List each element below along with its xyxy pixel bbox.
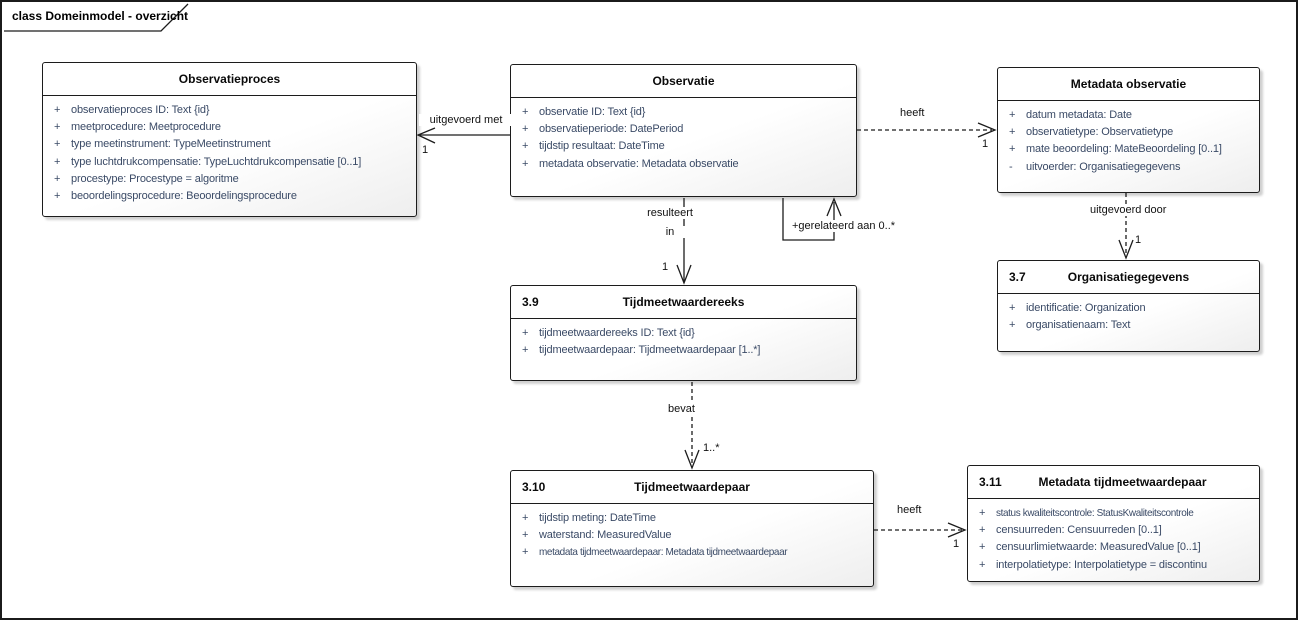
association-uitgevoerd-met	[418, 128, 510, 143]
visibility-marker: +	[522, 343, 529, 356]
attribute-text: procestype: Procestype = algoritme	[71, 172, 239, 185]
multiplicity-resulteert-in: 1	[662, 261, 669, 273]
class-tijdmeetwaardepaar[interactable]	[510, 470, 874, 587]
connector-label-heeft-observatie: heeft	[900, 107, 925, 119]
open-arrowhead-icon	[1119, 240, 1133, 258]
connector-label-resulteert: resulteert	[638, 207, 702, 219]
attribute-row	[54, 170, 412, 187]
visibility-marker: +	[979, 558, 986, 571]
open-arrowhead-icon	[677, 265, 691, 283]
attribute-row	[979, 556, 1255, 573]
dependency-uitgevoerd-door	[1119, 193, 1133, 258]
connector-label-bevat: bevat	[668, 403, 695, 415]
attribute-row	[522, 103, 852, 120]
attribute-list	[511, 319, 856, 359]
class-header	[998, 261, 1259, 294]
visibility-marker: +	[522, 140, 529, 153]
attribute-row	[54, 118, 412, 135]
class-organisatiegegevens[interactable]	[997, 260, 1260, 352]
attribute-row	[522, 138, 852, 155]
visibility-marker: +	[522, 326, 529, 339]
connector-label-heeft-paar: heeft	[897, 504, 922, 516]
class-title: Tijdmeetwaardepaar	[634, 480, 750, 494]
dependency-heeft-observatie	[857, 123, 995, 137]
attribute-text: tijdstip resultaat: DateTime	[539, 140, 665, 153]
class-title: Tijdmeetwaardereeks	[622, 295, 745, 309]
attribute-text: tijdmeetwaardepaar: Tijdmeetwaardepaar [1..*]	[539, 343, 761, 356]
class-number: 3.9	[522, 295, 539, 309]
visibility-marker: +	[54, 103, 61, 116]
attribute-list	[968, 499, 1259, 573]
class-tijdmeetwaardereeks[interactable]	[510, 285, 857, 381]
visibility-marker: +	[979, 506, 986, 519]
connector-label-uitgevoerd-door: uitgevoerd door	[1090, 204, 1167, 216]
attribute-text: waterstand: MeasuredValue	[539, 528, 672, 541]
attribute-row	[1009, 299, 1255, 316]
attribute-text: mate beoordeling: MateBeoordeling [0..1]	[1026, 143, 1222, 156]
class-number: 3.11	[979, 475, 1002, 489]
visibility-marker: +	[522, 157, 529, 170]
visibility-marker: +	[54, 138, 61, 151]
attribute-row	[1009, 106, 1255, 123]
attribute-text: datum metadata: Date	[1026, 108, 1132, 121]
attribute-text: metadata observatie: Metadata observatie	[539, 157, 739, 170]
class-number: 3.7	[1009, 270, 1026, 284]
visibility-marker: +	[1009, 318, 1016, 331]
attribute-text: interpolatietype: Interpolatietype = discontinu	[996, 558, 1207, 571]
attribute-row	[522, 509, 869, 526]
visibility-marker: +	[1009, 143, 1016, 156]
class-header	[968, 466, 1259, 499]
multiplicity-heeft-observatie: 1	[982, 138, 989, 150]
open-arrowhead-icon	[418, 128, 435, 143]
multiplicity-bevat: 1..*	[703, 442, 720, 454]
attribute-row	[1009, 158, 1255, 175]
class-title: Metadata observatie	[1070, 77, 1187, 91]
visibility-marker: +	[522, 511, 529, 524]
attribute-row	[979, 521, 1255, 538]
visibility-marker: +	[979, 523, 986, 536]
attribute-row	[979, 539, 1255, 556]
dependency-bevat	[685, 382, 699, 468]
class-title: Organisatiegegevens	[1067, 270, 1190, 284]
attribute-text: beoordelingsprocedure: Beoordelingsprocedure	[71, 190, 297, 203]
visibility-marker: +	[522, 105, 529, 118]
attribute-row	[979, 504, 1255, 521]
visibility-marker: +	[522, 122, 529, 135]
class-metadata-tijdmeetwaardepaar[interactable]	[967, 465, 1260, 582]
class-title: Observatie	[652, 74, 715, 88]
attribute-list	[998, 101, 1259, 175]
attribute-text: organisatienaam: Text	[1026, 318, 1131, 331]
attribute-row	[522, 544, 869, 561]
visibility-marker: +	[54, 120, 61, 133]
attribute-text: censuurlimietwaarde: MeasuredValue [0..1]	[996, 541, 1201, 554]
class-header	[998, 68, 1259, 101]
attribute-text: censuurreden: Censuurreden [0..1]	[996, 523, 1162, 536]
visibility-marker: +	[54, 190, 61, 203]
class-header	[511, 471, 873, 504]
multiplicity-heeft-paar: 1	[953, 538, 960, 550]
class-number: 3.10	[522, 480, 546, 494]
attribute-text: meetprocedure: Meetprocedure	[71, 120, 221, 133]
open-arrowhead-icon	[827, 199, 841, 216]
visibility-marker: +	[54, 155, 61, 168]
attribute-text: identificatie: Organization	[1026, 301, 1146, 314]
attribute-text: observatietype: Observatietype	[1026, 125, 1174, 138]
connector-label-in: in	[638, 226, 702, 238]
attribute-text: type meetinstrument: TypeMeetinstrument	[71, 138, 271, 151]
attribute-row	[522, 341, 852, 358]
frame-title: class Domeinmodel - overzicht	[12, 9, 189, 23]
multiplicity-uitgevoerd-door: 1	[1135, 234, 1142, 246]
attribute-row	[522, 526, 869, 543]
attribute-text: tijdstip meting: DateTime	[539, 511, 656, 524]
class-header	[511, 286, 856, 319]
attribute-list	[43, 96, 416, 205]
attribute-row	[522, 120, 852, 137]
attribute-row	[1009, 123, 1255, 140]
attribute-list	[511, 504, 873, 561]
attribute-row	[54, 101, 412, 118]
attribute-text: type luchtdrukcompensatie: TypeLuchtdrukcompensatie [0..1]	[71, 155, 362, 168]
class-title: Observatieproces	[178, 72, 281, 86]
attribute-row	[54, 153, 412, 170]
open-arrowhead-icon	[685, 450, 699, 468]
class-observatie[interactable]	[510, 64, 857, 197]
self-association-gerelateerd-aan	[783, 198, 841, 240]
attribute-row	[54, 136, 412, 153]
attribute-text: observatie ID: Text {id}	[539, 105, 646, 118]
class-header	[43, 63, 416, 96]
attribute-text: observatieperiode: DatePeriod	[539, 122, 684, 135]
visibility-marker: +	[522, 528, 529, 541]
class-observatieproces[interactable]	[42, 62, 417, 217]
attribute-text: status kwaliteitscontrole: StatusKwaliteitscontrole	[996, 506, 1194, 519]
attribute-list	[998, 294, 1259, 334]
connector-label-uitgevoerd-met: uitgevoerd met	[419, 114, 513, 126]
visibility-marker: +	[979, 541, 986, 554]
visibility-marker: +	[522, 546, 529, 559]
attribute-text: uitvoerder: Organisatiegegevens	[1026, 160, 1181, 173]
attribute-text: metadata tijdmeetwaardepaar: Metadata tijdmeetwaardepaar	[539, 546, 788, 559]
visibility-marker: +	[1009, 301, 1016, 314]
attribute-row	[522, 324, 852, 341]
attribute-text: tijdmeetwaardereeks ID: Text {id}	[539, 326, 695, 339]
attribute-row	[1009, 316, 1255, 333]
dependency-heeft-paar	[874, 523, 965, 537]
visibility-marker: +	[54, 172, 61, 185]
multiplicity-uitgevoerd-met: 1	[422, 144, 429, 156]
visibility-marker: +	[1009, 125, 1016, 138]
open-arrowhead-icon	[978, 123, 995, 137]
attribute-text: observatieproces ID: Text {id}	[71, 103, 210, 116]
attribute-row	[1009, 141, 1255, 158]
attribute-list	[511, 98, 856, 172]
attribute-row	[522, 155, 852, 172]
connector-label-gerelateerd-aan: +gerelateerd aan 0..*	[792, 220, 896, 232]
visibility-marker: -	[1009, 160, 1013, 173]
class-metadata-observatie[interactable]	[997, 67, 1260, 193]
open-arrowhead-icon	[948, 523, 965, 537]
visibility-marker: +	[1009, 108, 1016, 121]
class-header	[511, 65, 856, 98]
attribute-row	[54, 187, 412, 204]
class-title: Metadata tijdmeetwaardepaar	[1038, 475, 1207, 489]
